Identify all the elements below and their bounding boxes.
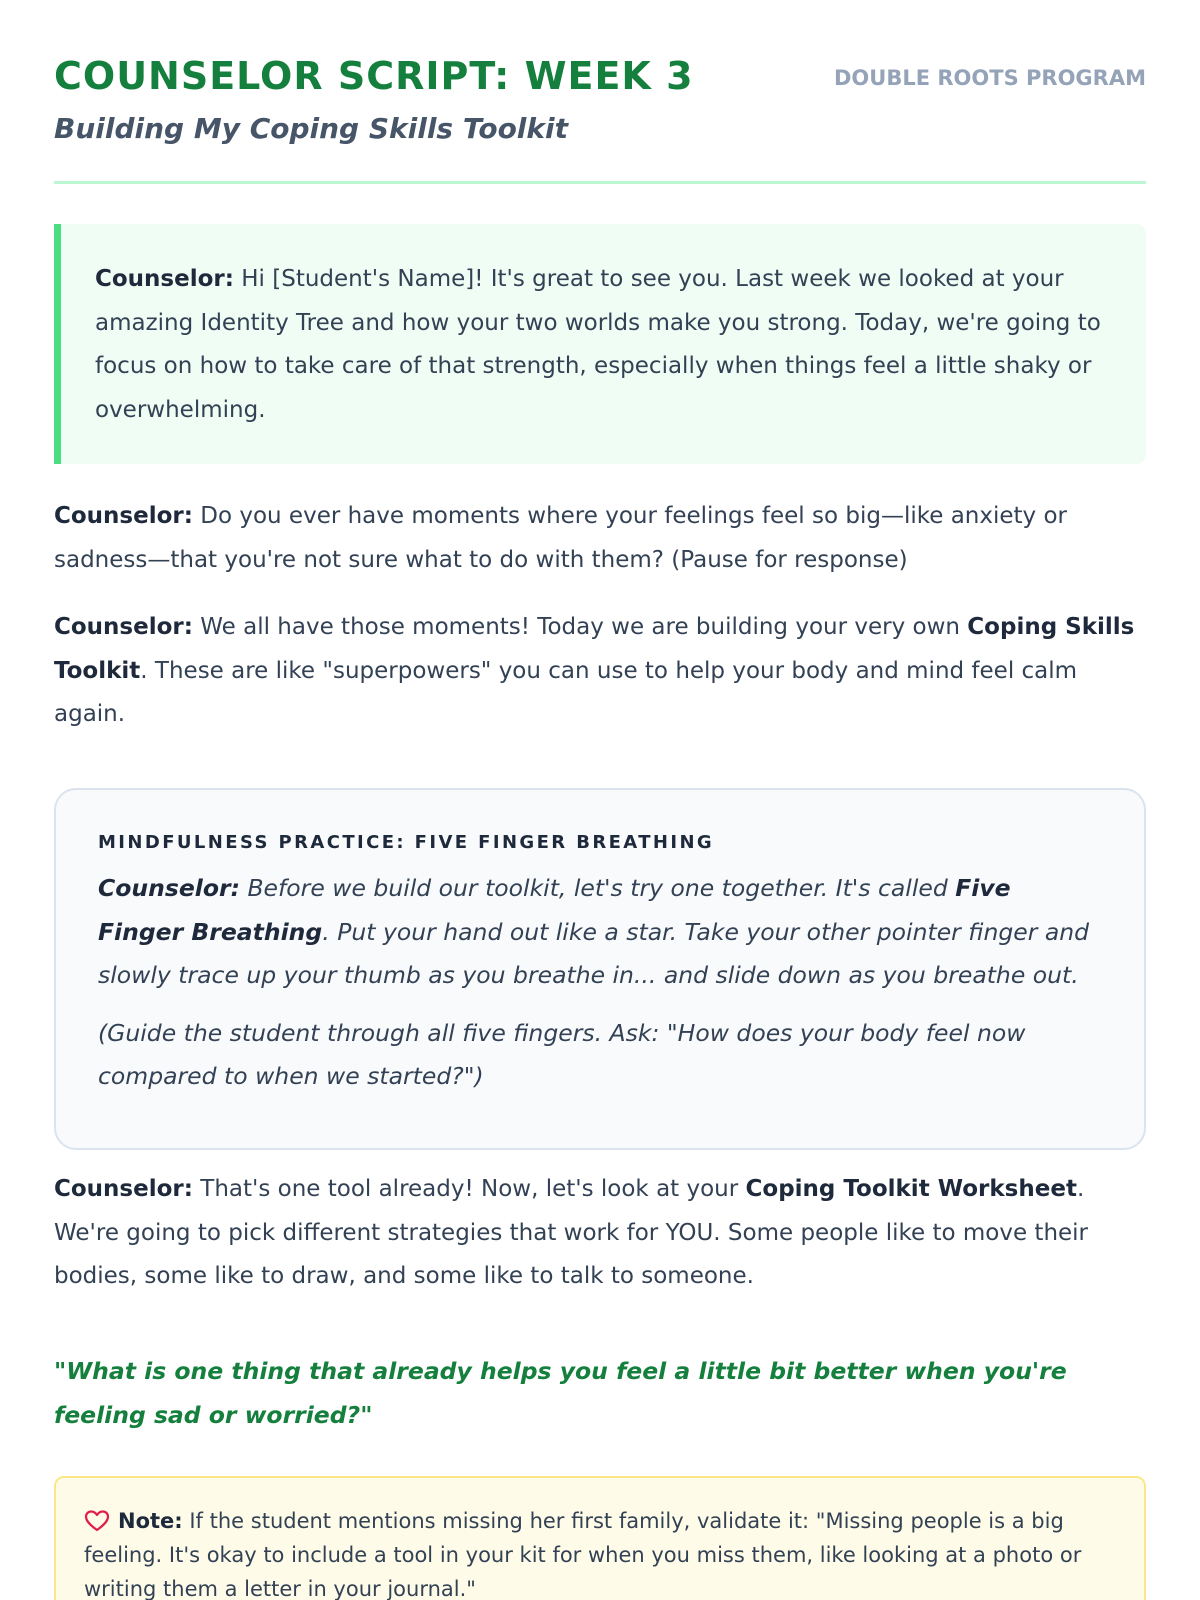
speaker-label: Counselor: <box>54 1176 193 1202</box>
dialogue-text: . We're going to pick different strategies that work for YOU. Some people like to move their bodies, some like to draw, and some like to talk to someone. <box>54 1176 1089 1289</box>
dialogue-text: . These are like "superpowers" you can use to help your body and mind feel calm again. <box>54 657 1078 727</box>
practice-label: MINDFULNESS PRACTICE: FIVE FINGER BREATHING <box>98 832 715 853</box>
speaker-label: Counselor: <box>95 266 234 292</box>
script-title: COUNSELOR SCRIPT: WEEK 3 <box>54 54 694 98</box>
dialogue-paragraph-3 <box>54 1168 1146 1299</box>
speaker-label: Counselor: <box>54 503 193 529</box>
dialogue-text: We all have those moments! Today we are building your very own <box>192 614 968 640</box>
speaker-label: Counselor: <box>54 614 193 640</box>
dialogue-paragraph-1 <box>54 495 1146 582</box>
script-subtitle: Building My Coping Skills Toolkit <box>54 112 569 145</box>
practice-paragraph <box>98 867 1102 998</box>
mindfulness-practice-box <box>54 788 1146 1150</box>
toolkit-term: Coping Skills Toolkit <box>54 614 1135 684</box>
speaker-label: Counselor: <box>98 874 240 902</box>
practice-text: Before we build our toolkit, let's try one together. It's called <box>239 874 956 902</box>
script-header <box>54 0 1146 184</box>
practice-text: . Put your hand out like a star. Take your other pointer finger and slowly trace up your thumb as you breathe in... and slide down as you breathe out. <box>98 917 1090 989</box>
heart-icon <box>84 1509 110 1533</box>
dialogue-text: Do you ever have moments where your feelings feel so big—like anxiety or sadness—that you're not sure what to do with them? (Pause for response) <box>54 503 1067 573</box>
program-name: DOUBLE ROOTS PROGRAM <box>834 66 1146 90</box>
intro-paragraph <box>95 258 1112 432</box>
reflection-question: "What is one thing that already helps you feel a little bit better when you're feeling sad or worried?" <box>54 1357 1067 1429</box>
intro-callout <box>54 224 1146 464</box>
note-text: If the student mentions missing her first family, validate it: "Missing people is a big feeling. It's okay to include a tool in your kit for when you miss them, like looking at a photo or writing them a letter in your journal." <box>84 1509 1082 1600</box>
practice-guide: (Guide the student through all five fingers. Ask: "How does your body feel now compared to when we started?") <box>98 1018 1026 1090</box>
counselor-note <box>54 1476 1146 1600</box>
script-page <box>54 0 1146 1600</box>
dialogue-paragraph-2 <box>54 606 1146 737</box>
practice-term: Five Finger Breathing <box>98 874 1011 946</box>
worksheet-term: Coping Toolkit Worksheet <box>745 1176 1077 1202</box>
intro-text: Hi [Student's Name]! It's great to see you. Last week we looked at your amazing Identity Tree and how your two worlds make you strong. Today, we're going to focus on how to take care of that strength, especially when things feel a little shaky or overwhelming. <box>95 266 1101 423</box>
dialogue-text: That's one tool already! Now, let's look at your <box>192 1176 746 1202</box>
note-label: Note: <box>118 1509 183 1533</box>
